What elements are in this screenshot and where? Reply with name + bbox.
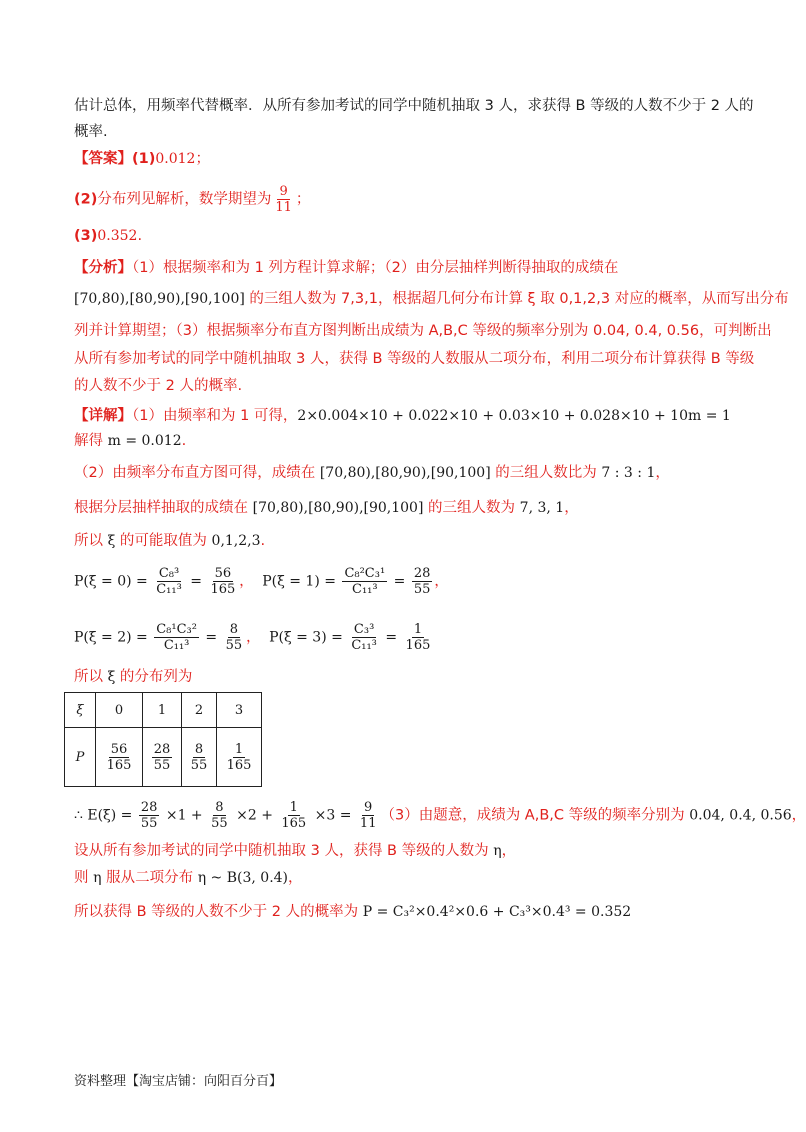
eta-end: ， [501, 843, 517, 859]
exp-f3-den: 165 [281, 816, 307, 831]
exp-frac-2 [209, 800, 230, 831]
detail-line-1 [74, 405, 731, 427]
p0-comb-num: C₈³ [158, 566, 180, 581]
p3-comb-num: C₃³ [353, 622, 375, 637]
p2-sep: ， [246, 629, 261, 646]
answer-tag: 【答案】 [74, 151, 132, 167]
p2-num: 8 [229, 622, 239, 637]
cell-den: 55 [190, 757, 208, 773]
table-header-cell: ξ [65, 693, 96, 728]
expectation-line [74, 800, 806, 831]
bin-text-a: 则 [74, 870, 94, 886]
answer-2-text: 分布列见解析，数学期望为 [97, 191, 272, 208]
exp-lhs: ∴ E(ξ) = [74, 807, 137, 824]
detail-4-text-b: 的三组人数为 [423, 500, 520, 516]
eta-text: 设从所有参加考试的同学中随机抽取 3 人，获得 B 等级的人数为 [74, 843, 494, 859]
detail-5-values: 0,1,2,3 [211, 533, 261, 549]
detail-5-end: . [260, 533, 266, 549]
binomial-line [74, 867, 303, 889]
dist-intro-xi: ξ [107, 669, 116, 685]
exp-f2-num: 8 [215, 800, 224, 815]
p0-num: 56 [214, 566, 232, 581]
table-header-row [65, 693, 262, 728]
exp-frac-1 [139, 800, 160, 831]
cell-num: 28 [153, 741, 171, 757]
exp-f2-den: 55 [211, 816, 228, 831]
detail-5-text: 所以 [74, 533, 108, 549]
answer-2-num: 9 [279, 184, 288, 199]
p0-lhs: P(ξ = 0) = [74, 573, 153, 590]
cell-den: 55 [153, 757, 171, 773]
intro-line-2: 概率. [74, 124, 108, 140]
detail-4-end: ， [564, 500, 579, 516]
detail-3-text-b: 的三组人数比为 [490, 465, 602, 481]
analysis-text-2: 的三组人数为 7,3,1，根据超几何分布计算 ξ 取 0,1,2,3 对应的概率，从而写出分布 [244, 291, 789, 307]
detail-5-xi: ξ [107, 533, 116, 549]
p2-comb-num: C₈¹C₃² [156, 622, 197, 637]
bin-text-c: 服从二项分布 [101, 870, 198, 886]
detail-2-result: m = 0.012 [107, 433, 182, 449]
detail-3-end: ， [655, 465, 670, 481]
detail-2-text: 解得 [74, 433, 108, 449]
table-cell [217, 728, 262, 787]
prob-line-2: P(ξ = 2) = $\frac{\text{C₈¹C₃²}}{\text{C₁₁³}}$ = $\frac{8}{55}$ ， P(ξ = 3) = $\frac{\text{C₃³}}{\text{C₁₁³}}$ = $\frac{1}{165}$ [74, 622, 431, 653]
p2-lhs: P(ξ = 2) = [74, 629, 153, 646]
part3-end: ， [791, 807, 806, 824]
part3-values: 0.04, 0.4, 0.56 [689, 807, 792, 824]
p3-frac-comb [349, 622, 379, 653]
exp-frac-4 [358, 800, 379, 831]
detail-line-5 [74, 530, 265, 552]
p1-comb-num: C₈²C₃¹ [344, 566, 386, 581]
detail-3-text: （2）由频率分布直方图可得，成绩在 [74, 465, 320, 481]
detail-tag: 【详解】 [74, 408, 132, 424]
analysis-line-2 [74, 288, 789, 310]
part3-intro: （3）由题意，成绩为 A,B,C 等级的频率分别为 [380, 807, 690, 824]
detail-2-end: . [181, 433, 187, 449]
table-cell [96, 728, 143, 787]
table-cell-fraction [152, 742, 173, 773]
answer-2-end: ； [295, 191, 311, 208]
p3-num: 1 [413, 622, 423, 637]
exp-f3-num: 1 [289, 800, 298, 815]
intro-line-1: 估计总体，用频率代替概率．从所有参加考试的同学中随机抽取 3 人，求获得 B 等级的人数不少于 2 人的 [74, 98, 754, 114]
p2-comb-den: C₁₁³ [163, 638, 190, 653]
exp-f1-den: 55 [140, 816, 158, 831]
detail-3-ratio: 7 : 3 : 1 [601, 465, 656, 481]
detail-5-text-b: 的可能取值为 [115, 533, 212, 549]
detail-1-text: （1）由频率和为 1 可得， [132, 408, 298, 424]
p1-frac-value [412, 566, 433, 597]
cell-den: 165 [226, 757, 252, 773]
answer-3-end: . [137, 228, 143, 244]
answer-3-label: (3) [74, 228, 98, 244]
cell-num: 56 [110, 741, 128, 757]
p3-frac-value [404, 622, 433, 653]
p0-den: 165 [210, 582, 236, 597]
detail-3-intervals: [70,80),[80,90),[90,100] [319, 465, 491, 481]
exp-term-1: ×1 + [161, 807, 208, 824]
table-header-cell: 1 [143, 693, 182, 728]
detail-line-4 [74, 497, 579, 519]
table-header-cell: 2 [182, 693, 217, 728]
p0-sep: ， [239, 573, 254, 590]
table-cell [143, 728, 182, 787]
exp-term-3: ×3 = [310, 807, 356, 824]
answer-2-den: 11 [275, 200, 292, 215]
table-cell-fraction [225, 742, 254, 773]
table-cell-fraction [105, 742, 134, 773]
analysis-line-5: 的人数不少于 2 人的概率. [74, 378, 243, 394]
detail-4-text: 根据分层抽样抽取的成绩在 [74, 500, 253, 516]
final-line [74, 901, 631, 923]
prob-line-1: P(ξ = 0) = $\frac{\text{C₈³}}{\text{C₁₁³}}$ = $\frac{56}{165}$ ， P(ξ = 1) = $\frac{\text{C₈²C₃¹}}{\text{C₁₁³}}$ = $\frac{28}{55}$ ， [74, 566, 449, 597]
exp-f1-num: 28 [140, 800, 158, 815]
analysis-tag: 【分析】 [74, 260, 132, 276]
exp-f4-den: 11 [359, 816, 377, 831]
bin-dist: η ~ B(3, 0.4) [197, 870, 289, 886]
p1-comb-den: C₁₁³ [352, 582, 378, 597]
detail-4-counts: 7, 3, 1 [519, 500, 565, 516]
answer-1-value: 0.012 [155, 151, 196, 167]
answer-1-end: ； [195, 151, 210, 167]
table-cell [182, 728, 217, 787]
eta-symbol: η [493, 843, 502, 859]
answer-line-2 [74, 184, 310, 215]
analysis-intervals: [70,80),[80,90),[90,100] [74, 291, 245, 307]
bin-eta: η [93, 870, 102, 886]
analysis-line-3: 列并计算期望；（3）根据频率分布直方图判断出成绩为 A,B,C 等级的频率分别为 0.04, 0.4, 0.56，可判断出 [74, 323, 772, 339]
eta-line [74, 840, 516, 862]
p1-frac-comb [342, 566, 387, 597]
final-equation: P = C₃²×0.4²×0.6 + C₃³×0.4³ = 0.352 [362, 904, 632, 920]
table-header-cell: 0 [96, 693, 143, 728]
p1-sep: ， [434, 573, 449, 590]
dist-intro-a: 所以 [74, 669, 108, 685]
cell-num: 8 [194, 741, 204, 757]
p0-frac-comb [154, 566, 184, 597]
exp-frac-3 [279, 800, 308, 831]
cell-num: 1 [234, 741, 244, 757]
p2-frac-value [224, 622, 245, 653]
distribution-table [64, 692, 262, 787]
dist-intro-c: 的分布列为 [115, 669, 193, 685]
table-prob-row [65, 728, 262, 787]
detail-1-equation: 2×0.004×10 + 0.022×10 + 0.03×10 + 0.028×10 + 10m = 1 [297, 408, 731, 424]
p2-den: 55 [225, 638, 243, 653]
cell-den: 165 [106, 757, 132, 773]
p3-lhs: P(ξ = 3) = [269, 629, 348, 646]
answer-line-3 [74, 225, 142, 247]
answer-3-value: 0.352 [97, 228, 138, 244]
p0-frac-value [208, 566, 237, 597]
p3-comb-den: C₁₁³ [351, 638, 377, 653]
p0-comb-den: C₁₁³ [156, 582, 182, 597]
footer-note: 资料整理【淘宝店铺：向阳百分百】 [74, 1074, 283, 1089]
analysis-line-1 [74, 257, 618, 279]
bin-end: ， [288, 870, 303, 886]
answer-2-fraction [273, 184, 294, 215]
detail-line-3 [74, 462, 670, 484]
exp-f4-num: 9 [364, 800, 373, 815]
analysis-text-1: （1）根据频率和为 1 列方程计算求解；（2）由分层抽样判断得抽取的成绩在 [132, 260, 619, 276]
table-header-cell: 3 [217, 693, 262, 728]
p3-den: 165 [405, 638, 431, 653]
table-row-label: P [65, 728, 96, 787]
answer-2-label: (2) [74, 191, 98, 208]
final-text: 所以获得 B 等级的人数不少于 2 人的概率为 [74, 904, 363, 920]
dist-intro [74, 666, 192, 688]
p1-lhs: P(ξ = 1) = [262, 573, 341, 590]
p1-num: 28 [413, 566, 431, 581]
table-cell-fraction [189, 742, 210, 773]
p2-frac-comb [154, 622, 199, 653]
exp-term-2: ×2 + [231, 807, 278, 824]
detail-4-intervals: [70,80),[80,90),[90,100] [252, 500, 424, 516]
p1-den: 55 [413, 582, 431, 597]
detail-line-2 [74, 430, 186, 452]
answer-line-1 [74, 148, 210, 170]
answer-1-label: (1) [132, 151, 156, 167]
analysis-line-4: 从所有参加考试的同学中随机抽取 3 人，获得 B 等级的人数服从二项分布，利用二项分布计算获得 B 等级 [74, 351, 755, 367]
